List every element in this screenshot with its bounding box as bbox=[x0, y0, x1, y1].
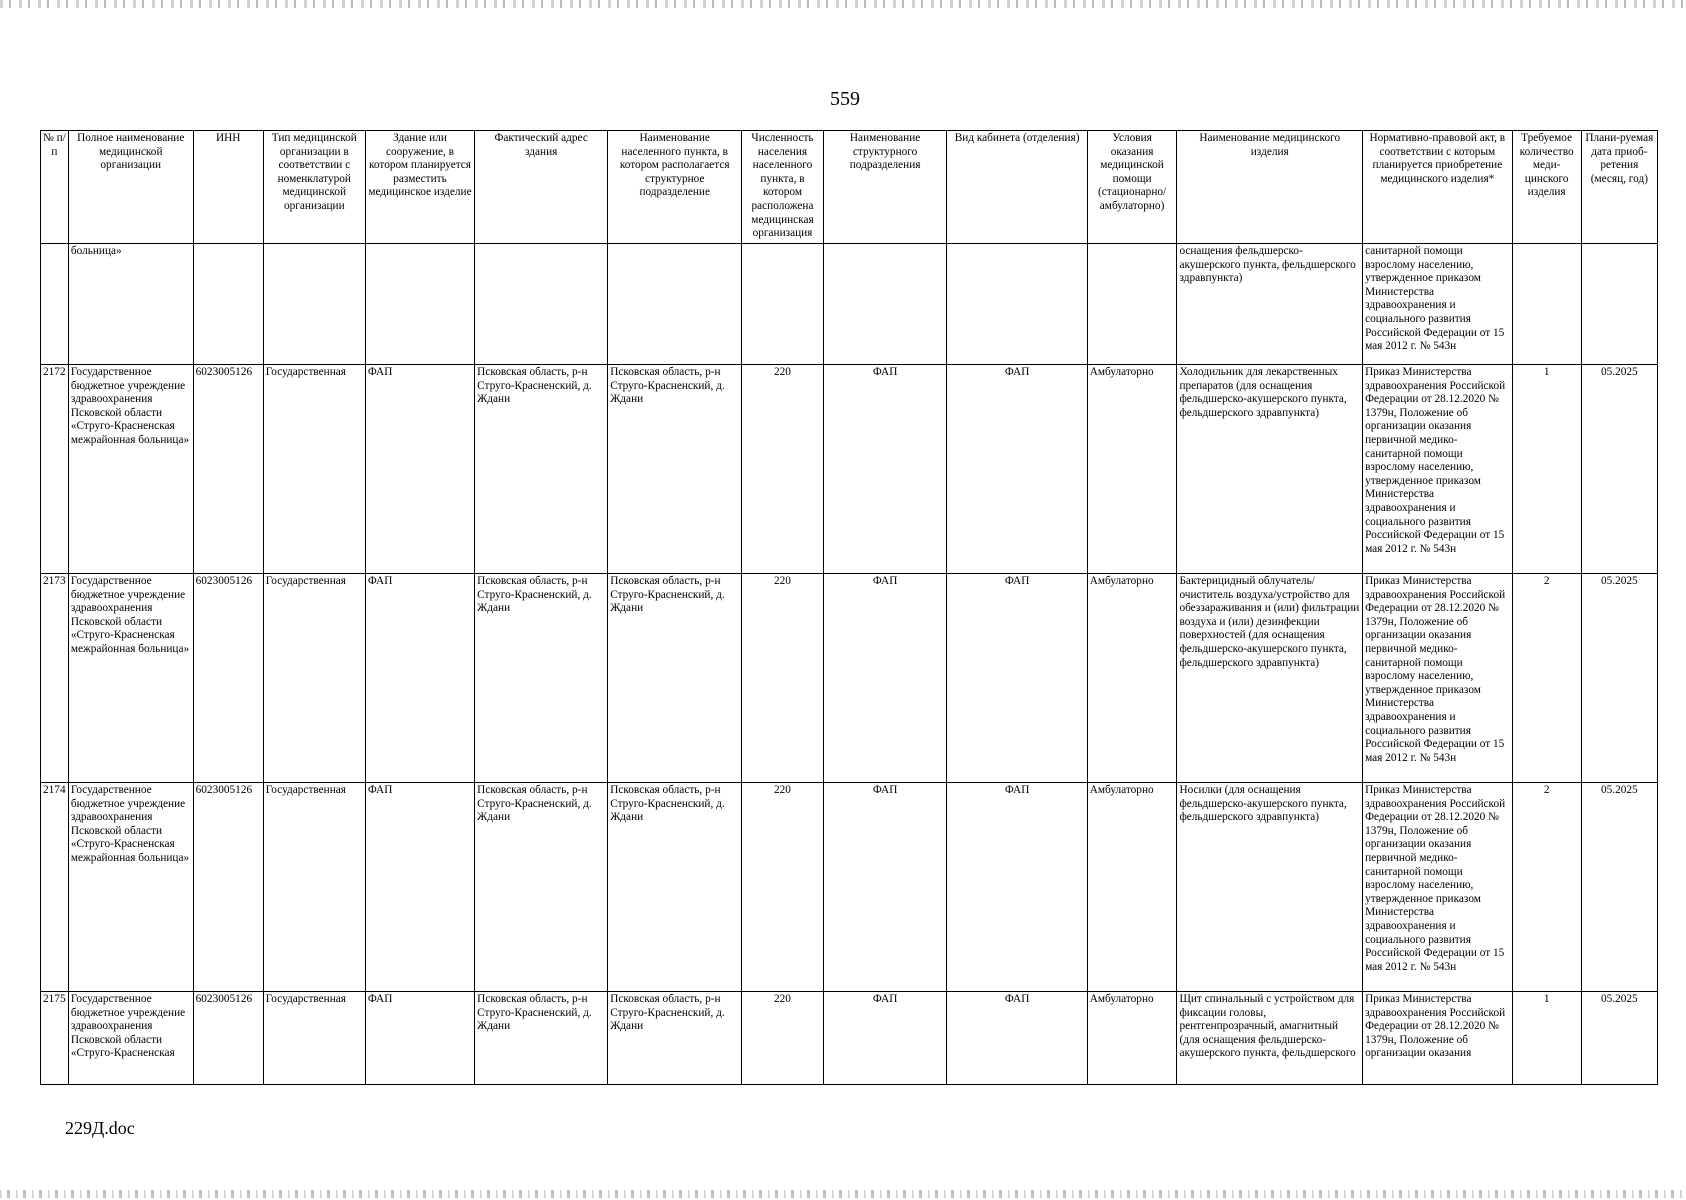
header-address: Фактический адрес здания bbox=[475, 131, 608, 244]
cell-cabinet: ФАП bbox=[947, 574, 1087, 783]
table-row bbox=[41, 992, 1658, 1085]
header-num: № п/п bbox=[41, 131, 69, 244]
cell-org: Государственное бюджетное учреждение здравоохранения Псковской области «Струго-Красненская межрайонная больница» bbox=[68, 365, 193, 574]
cell-unit: ФАП bbox=[823, 574, 947, 783]
cell-unit: ФАП bbox=[823, 365, 947, 574]
cell-conditions: Амбулаторно bbox=[1087, 574, 1177, 783]
cell-date: 05.2025 bbox=[1581, 574, 1657, 783]
cell-conditions: Амбулаторно bbox=[1087, 365, 1177, 574]
header-unit: Наименование структурного подразделения bbox=[823, 131, 947, 244]
cell-num: 2175 bbox=[41, 992, 69, 1085]
header-org: Полное наименование медицинской организации bbox=[68, 131, 193, 244]
cell-cabinet: ФАП bbox=[947, 992, 1087, 1085]
header-building: Здание или сооружение, в котором планируется разместить медицинское изделие bbox=[365, 131, 474, 244]
page-number: 559 bbox=[830, 88, 860, 110]
cell-act: Приказ Министерства здравоохранения Российской Федерации от 28.12.2020 № 1379н, Положение об организации оказания первичной медико-санитарной помощи взрослому населению, утвержденное приказом Министерства здравоохранения и социального развития Российской Федерации от 15 мая 2012 г. № 543н bbox=[1363, 783, 1513, 992]
cell-inn: 6023005126 bbox=[193, 574, 263, 783]
cell-inn: 6023005126 bbox=[193, 992, 263, 1085]
header-act: Нормативно-правовой акт, в соответствии с которым планируется приобретение медицинского изделия* bbox=[1363, 131, 1513, 244]
cell-device: Носилки (для оснащения фельдшерско-акушерского пункта, фельдшерского здравпункта) bbox=[1177, 783, 1363, 992]
cell-org: Государственное бюджетное учреждение здравоохранения Псковской области «Струго-Красненская bbox=[68, 992, 193, 1085]
cell-num: 2173 bbox=[41, 574, 69, 783]
cell-settlement: Псковская область, р-н Струго-Красненский, д. Ждани bbox=[608, 365, 742, 574]
cell-building: ФАП bbox=[365, 365, 474, 574]
header-type: Тип медицинской организации в соответствии с номенклатурой медицинской организации bbox=[263, 131, 365, 244]
cell-device: оснащения фельдшерско-акушерского пункта, фельдшерского здравпункта) bbox=[1177, 244, 1363, 365]
cell-type: Государственная bbox=[263, 365, 365, 574]
cell-conditions: Амбулаторно bbox=[1087, 992, 1177, 1085]
cell-quantity: 1 bbox=[1512, 992, 1581, 1085]
cell-unit: ФАП bbox=[823, 992, 947, 1085]
cell-act: Приказ Министерства здравоохранения Российской Федерации от 28.12.2020 № 1379н, Положение об организации оказания первичной медико-санитарной помощи взрослому населению, утвержденное приказом Министерства здравоохранения и социального развития Российской Федерации от 15 мая 2012 г. № 543н bbox=[1363, 365, 1513, 574]
cell-building: ФАП bbox=[365, 574, 474, 783]
cell-date: 05.2025 bbox=[1581, 992, 1657, 1085]
header-settlement: Наименование населенного пункта, в котором располагается структурное подразделение bbox=[608, 131, 742, 244]
cell-population: 220 bbox=[742, 992, 823, 1085]
cell-quantity: 2 bbox=[1512, 783, 1581, 992]
cell-org: Государственное бюджетное учреждение здравоохранения Псковской области «Струго-Красненская межрайонная больница» bbox=[68, 574, 193, 783]
cell-conditions: Амбулаторно bbox=[1087, 783, 1177, 992]
cell-device: Щит спинальный с устройством для фиксации головы, рентгенпрозрачный, амагнитный (для оснащения фельдшерско-акушерского пункта, фельдшерского bbox=[1177, 992, 1363, 1085]
cell-org: Государственное бюджетное учреждение здравоохранения Псковской области «Струго-Красненская межрайонная больница» bbox=[68, 783, 193, 992]
cell-device: Бактерицидный облучатель/очиститель воздуха/устройство для обеззараживания и (или) фильтрации воздуха и (или) дезинфекции поверхностей (для оснащения фельдшерско-акушерского пункта, фельдшерского здравпункта) bbox=[1177, 574, 1363, 783]
cell-population: 220 bbox=[742, 783, 823, 992]
cell-address: Псковская область, р-н Струго-Красненский, д. Ждани bbox=[475, 992, 608, 1085]
header-cabinet: Вид кабинета (отделения) bbox=[947, 131, 1087, 244]
cell-unit: ФАП bbox=[823, 783, 947, 992]
header-conditions: Условия оказания медицинской помощи (стационарно/ амбулаторно) bbox=[1087, 131, 1177, 244]
cell-settlement: Псковская область, р-н Струго-Красненский, д. Ждани bbox=[608, 574, 742, 783]
equipment-table bbox=[40, 130, 1658, 1085]
cell-org: больница» bbox=[68, 244, 193, 365]
table-row bbox=[41, 574, 1658, 783]
cell-building: ФАП bbox=[365, 783, 474, 992]
cell-inn: 6023005126 bbox=[193, 783, 263, 992]
scan-noise-bottom bbox=[0, 1190, 1686, 1198]
cell-type: Государственная bbox=[263, 783, 365, 992]
header-date: Плани-руемая дата приоб-ретения (месяц, год) bbox=[1581, 131, 1657, 244]
table-row bbox=[41, 783, 1658, 992]
cell-address: Псковская область, р-н Струго-Красненский, д. Ждани bbox=[475, 783, 608, 992]
cell-settlement: Псковская область, р-н Струго-Красненский, д. Ждани bbox=[608, 783, 742, 992]
cell-act: Приказ Министерства здравоохранения Российской Федерации от 28.12.2020 № 1379н, Положение об организации оказания bbox=[1363, 992, 1513, 1085]
cell-num: 2172 bbox=[41, 365, 69, 574]
cell-building: ФАП bbox=[365, 992, 474, 1085]
cell-num: 2174 bbox=[41, 783, 69, 992]
table-header-row bbox=[41, 131, 1658, 244]
header-device: Наименование медицинского изделия bbox=[1177, 131, 1363, 244]
cell-population: 220 bbox=[742, 574, 823, 783]
header-population: Численность населения населенного пункта, в котором расположена медицинская организация bbox=[742, 131, 823, 244]
footer-filename: 229Д.doc bbox=[65, 1118, 135, 1138]
cell-address: Псковская область, р-н Струго-Красненский, д. Ждани bbox=[475, 365, 608, 574]
cell-type: Государственная bbox=[263, 992, 365, 1085]
table-row bbox=[41, 365, 1658, 574]
cell-population: 220 bbox=[742, 365, 823, 574]
cell-act: санитарной помощи взрослому населению, утвержденное приказом Министерства здравоохранения и социального развития Российской Федерации от 15 мая 2012 г. № 543н bbox=[1363, 244, 1513, 365]
cell-cabinet: ФАП bbox=[947, 783, 1087, 992]
cell-date: 05.2025 bbox=[1581, 365, 1657, 574]
cell-address: Псковская область, р-н Струго-Красненский, д. Ждани bbox=[475, 574, 608, 783]
cell-device: Холодильник для лекарственных препаратов (для оснащения фельдшерско-акушерского пункта, фельдшерского здравпункта) bbox=[1177, 365, 1363, 574]
cell-settlement: Псковская область, р-н Струго-Красненский, д. Ждани bbox=[608, 992, 742, 1085]
table-row-continuation bbox=[41, 244, 1658, 365]
cell-act: Приказ Министерства здравоохранения Российской Федерации от 28.12.2020 № 1379н, Положение об организации оказания первичной медико-санитарной помощи взрослому населению, утвержденное приказом Министерства здравоохранения и социального развития Российской Федерации от 15 мая 2012 г. № 543н bbox=[1363, 574, 1513, 783]
header-quantity: Требуемое количество меди-цинского изделия bbox=[1512, 131, 1581, 244]
cell-type: Государственная bbox=[263, 574, 365, 783]
cell-quantity: 1 bbox=[1512, 365, 1581, 574]
cell-date: 05.2025 bbox=[1581, 783, 1657, 992]
cell-inn: 6023005126 bbox=[193, 365, 263, 574]
scan-noise-top bbox=[0, 0, 1686, 8]
cell-cabinet: ФАП bbox=[947, 365, 1087, 574]
header-inn: ИНН bbox=[193, 131, 263, 244]
cell-quantity: 2 bbox=[1512, 574, 1581, 783]
